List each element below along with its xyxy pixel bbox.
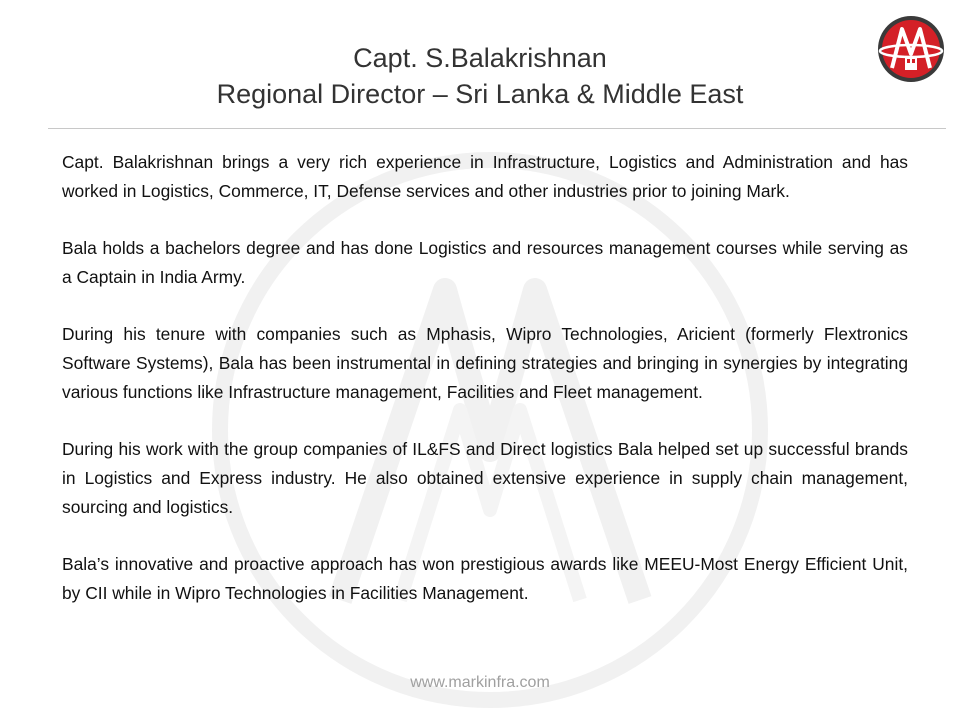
title-divider (48, 128, 946, 129)
bio-paragraph: Capt. Balakrishnan brings a very rich experience in Infrastructure, Logistics and Administration and has worked in Logistics, Commerce, IT, Defense services and other industries prior to joining Mark. (62, 152, 908, 201)
bio-paragraph: During his tenure with companies such as Mphasis, Wipro Technologies, Aricient (formerly Flextronics Software Systems), Bala has been instrumental in defining strategies and bringing in synergies by integrating various functions like Infrastructure management, Facilities and Fleet management. (62, 324, 908, 402)
footer-url[interactable]: www.markinfra.com (410, 674, 550, 691)
title-name: Capt. S.Balakrishnan (353, 43, 607, 73)
title-role: Regional Director – Sri Lanka & Middle East (216, 79, 744, 109)
slide-title (60, 40, 900, 112)
bio-paragraph: Bala’s innovative and proactive approach has won prestigious awards like MEEU-Most Energy Efficient Unit, by CII while in Wipro Technologies in Facilities Management. (62, 554, 908, 603)
bio-paragraph: During his work with the group companies of IL&FS and Direct logistics Bala helped set up successful brands in Logistics and Express industry. He also obtained extensive experience in supply chain management, sourcing and logistics. (62, 439, 908, 517)
bio-body (62, 148, 908, 636)
bio-paragraph: Bala holds a bachelors degree and has done Logistics and resources management courses while serving as a Captain in India Army. (62, 238, 908, 287)
